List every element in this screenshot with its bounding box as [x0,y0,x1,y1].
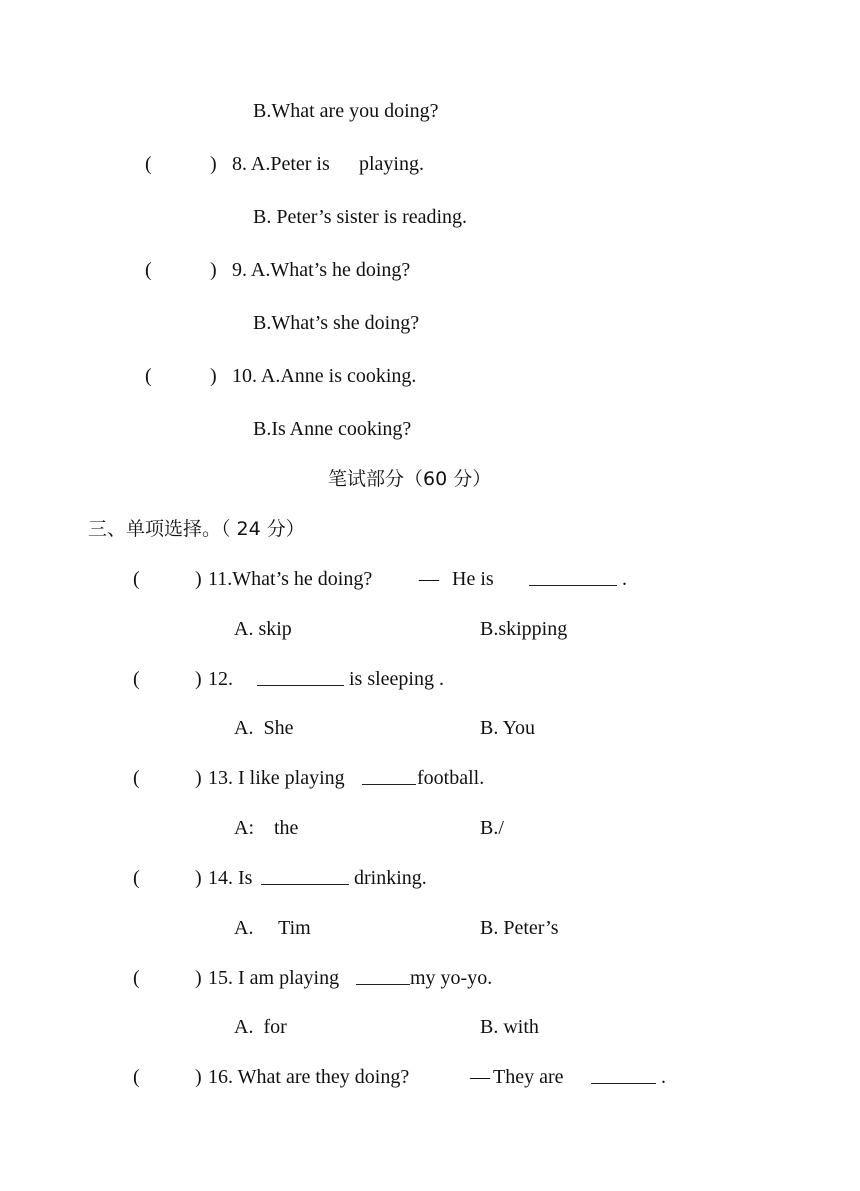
written-section-title: 笔试部分（60 分） [328,468,492,490]
q15-stem: 15. I am playing [208,967,340,989]
q13-option-b: B./ [480,817,504,839]
q12-blank [257,667,344,692]
q8-option-a-tail: playing. [359,153,424,175]
q7-option-b: B.What are you doing? [253,100,439,122]
answer-paren-open: ( [133,568,140,590]
answer-paren-open: ( [133,867,140,889]
q11-blank [529,567,617,592]
q16-end: . [661,1066,666,1088]
answer-paren-open: ( [145,259,152,281]
q11-reply: He is [452,568,494,590]
answer-paren-close: ) [195,767,202,789]
q16-reply: They are [493,1066,564,1088]
q11-stem: 11.What’s he doing? [208,568,373,590]
q14-blank [261,866,349,891]
q13-stem: 13. I like playing [208,767,345,789]
q12-stem: 12. [208,668,233,690]
q13-option-a: A: the [234,817,299,839]
answer-paren-close: ) [210,259,217,281]
q12-option-b: B. You [480,717,536,739]
q10-option-b: B.Is Anne cooking? [253,418,412,440]
q14-option-b: B. Peter’s [480,917,559,939]
q14-stem: 14. Is [208,867,253,889]
q16-blank [591,1065,656,1090]
q14-after: drinking. [354,867,427,889]
q16-stem: 16. What are they doing? [208,1066,410,1088]
answer-paren-open: ( [133,967,140,989]
answer-paren-close: ) [195,967,202,989]
q15-after: my yo-yo. [410,967,493,989]
q11-dash: — [419,568,439,590]
q15-option-b: B. with [480,1016,539,1038]
section3-heading: 三、单项选择。（ 24 分） [88,518,305,540]
answer-paren-open: ( [133,668,140,690]
q8-option-b: B. Peter’s sister is reading. [253,206,468,228]
q15-option-a: A. for [234,1016,287,1038]
answer-paren-close: ) [210,365,217,387]
q8-option-a: 8. A.Peter is [232,153,330,175]
q11-option-a: A. skip [234,618,292,640]
q11-option-b: B.skipping [480,618,568,640]
answer-paren-open: ( [133,767,140,789]
answer-paren-open: ( [145,153,152,175]
q9-option-b: B.What’s she doing? [253,312,420,334]
q15-blank [356,966,410,991]
answer-paren-open: ( [133,1066,140,1088]
q16-dash: — [470,1066,490,1088]
q9-option-a: 9. A.What’s he doing? [232,259,411,281]
q11-end: . [622,568,627,590]
answer-paren-close: ) [195,1066,202,1088]
q12-after: is sleeping . [349,668,444,690]
answer-paren-close: ) [195,568,202,590]
answer-paren-close: ) [210,153,217,175]
answer-paren-close: ) [195,867,202,889]
answer-paren-close: ) [195,668,202,690]
q12-option-a: A. She [234,717,294,739]
q14-option-a: A. Tim [234,917,311,939]
q10-option-a: 10. A.Anne is cooking. [232,365,417,387]
q13-blank [362,766,416,791]
answer-paren-open: ( [145,365,152,387]
q13-after: football. [417,767,485,789]
